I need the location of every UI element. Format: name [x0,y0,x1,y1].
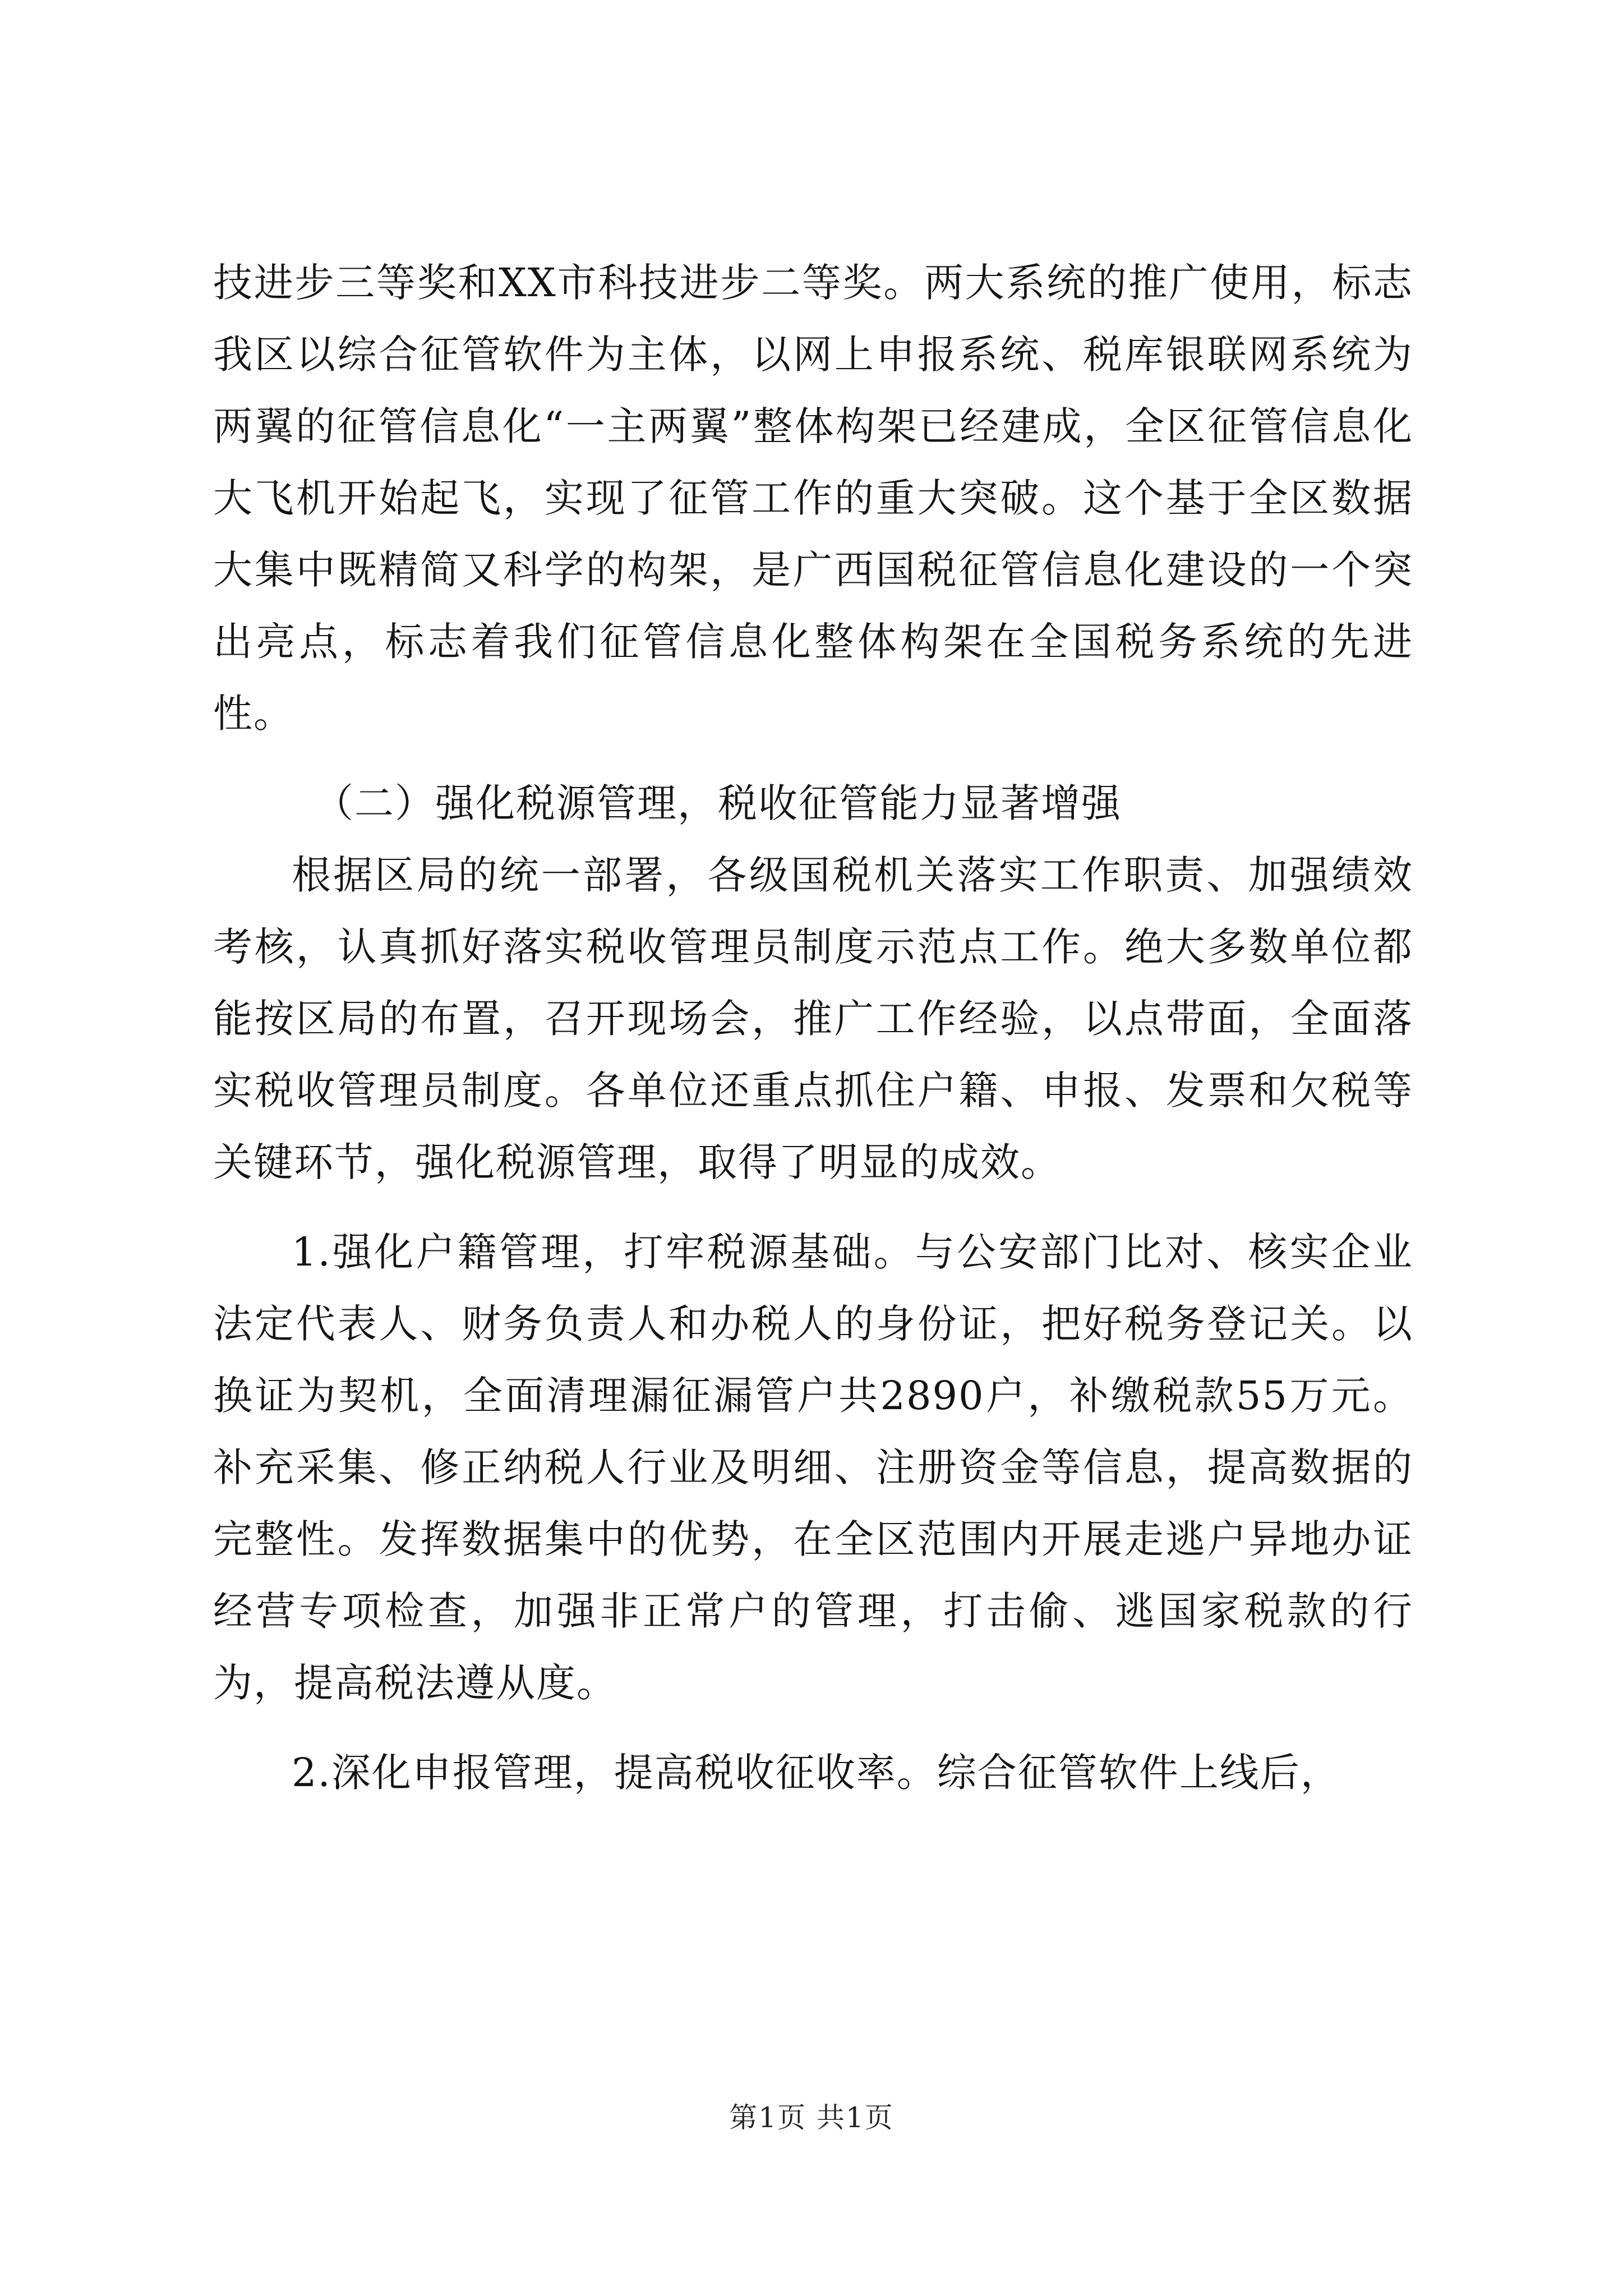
document-body [213,247,1413,1809]
page-number-footer: 第1页 共1页 [729,2101,894,2134]
paragraph-system-achievements: 技进步三等奖和XX市科技进步二等奖。两大系统的推广使用，标志我区以综合征管软件为主体，以网上申报系统、税库银联网系统为两翼的征管信息化“一主两翼”整体构架已经建成，全区征管信息化大飞机开始起飞，实现了征管工作的重大突破。这个基于全区数据大集中既精简又科学的构架，是广西国税征管信息化建设的一个突出亮点，标志着我们征管信息化整体构架在全国税务系统的先进性。 [213,260,1413,737]
paragraph-gap [213,1719,1413,1737]
paragraph-source-management: 根据区局的统一部署，各级国税机关落实工作职责、加强绩效考核，认真抓好落实税收管理员制度示范点工作。绝大多数单位都能按区局的布置，召开现场会，推广工作经验，以点带面，全面落实税收管理员制度。各单位还重点抓住户籍、申报、发票和欠税等关键环节，强化税源管理，取得了明显的成效。 [213,852,1413,1185]
paragraph-filing-management: 2.深化申报管理，提高税收征收率。综合征管软件上线后， [292,1750,1341,1796]
paragraph-registration-management: 1.强化户籍管理，打牢税源基础。与公安部门比对、核实企业法定代表人、财务负责人和办税人的身份证，把好税务登记关。以换证为契机，全面清理漏征漏管户共2890户，补缴税款55万元。补充采集、修正纳税人行业及明细、注册资金等信息，提高数据的完整性。发挥数据集中的优势，在全区范围内开展走逃户异地办证经营专项检查，加强非正常户的管理，打击偷、逃国家税款的行为，提高税法遵从度。 [213,1229,1413,1706]
paragraph-gap [213,1198,1413,1216]
section-heading-2: （二）强化税源管理，税收征管能力显著增强 [314,780,1122,826]
paragraph-gap [213,749,1413,767]
